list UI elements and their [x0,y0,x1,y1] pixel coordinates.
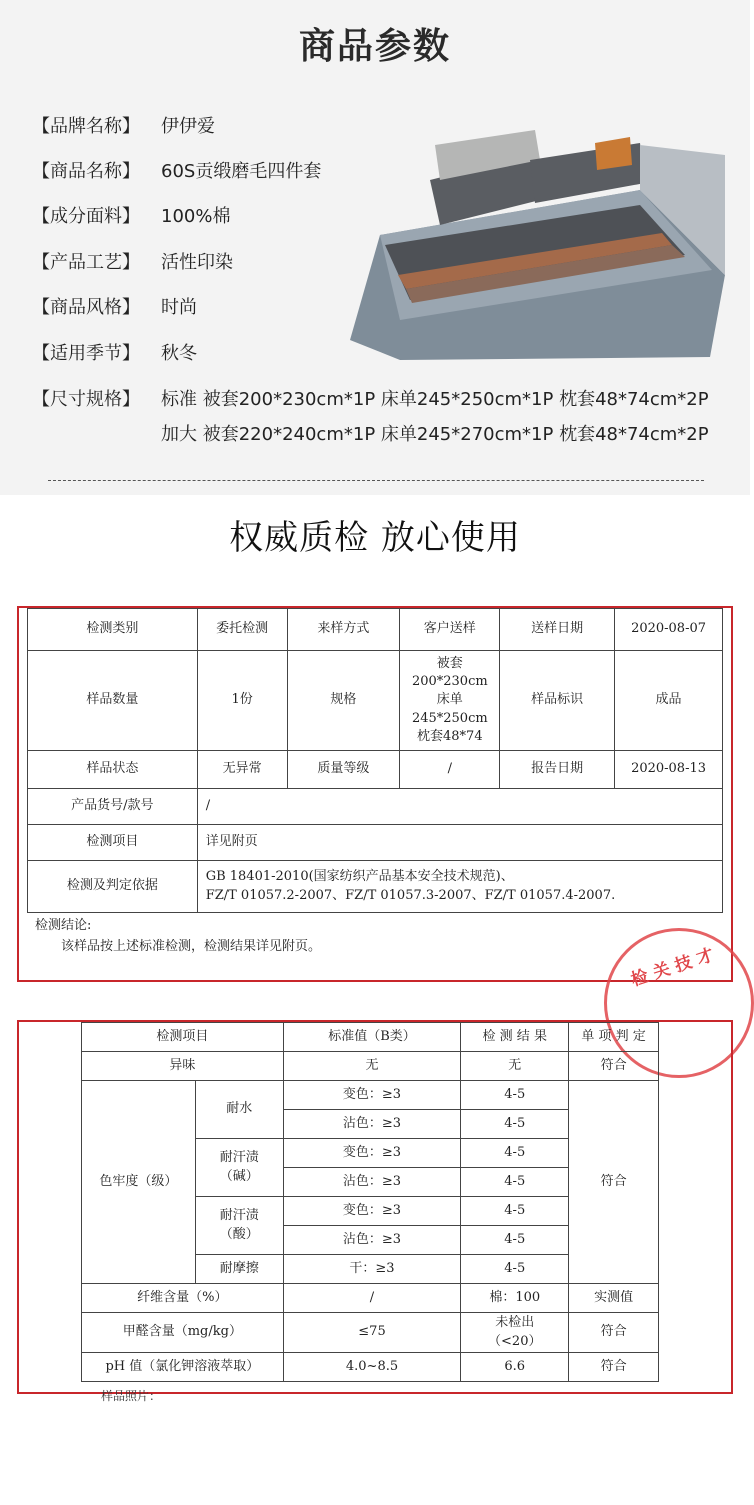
test-results-frame [17,1020,733,1403]
table-row: 沾色：≥3 4-5 [82,1226,659,1255]
param-row-craft: 【产品工艺】 活性印染 [32,252,233,273]
page-title: 商品参数 [298,26,451,67]
table-row: 异味 无 无 符合 [82,1052,659,1081]
table-row: 检测类别 委托检测 来样方式 客户送样 送样日期 2020-08-07 [28,609,723,651]
test-results-table [81,1022,659,1382]
seal-text: 检 关 技 才 [628,945,717,991]
table-row: 耐摩擦 干：≥3 4-5 [82,1255,659,1284]
param-row-product-name: 【商品名称】 60S贡缎磨毛四件套 [32,161,322,182]
param-row-size: 【尺寸规格】 标准 被套200*230cm*1P 床单245*250cm*1P 枕套48*74cm*2P [32,389,709,410]
table-row: 甲醛含量（mg/kg） ≤75 未检出 （<20） 符合 [82,1313,659,1353]
param-row-fabric: 【成分面料】 100%棉 [32,206,231,227]
param-row-brand: 【品牌名称】 伊伊爱 [32,116,215,137]
table-row: 色牢度（级） 耐水 变色：≥3 4-5 符合 [82,1081,659,1110]
table-row: 检测项目 详见附页 [28,825,723,861]
table-row: 沾色：≥3 4-5 [82,1168,659,1197]
product-params-section [0,0,750,495]
table-row: 检测及判定依据 GB 18401-2010(国家纺织产品基本安全技术规范)、 FZ/T 01057.2-2007、FZ/T 01057.3-2007、FZ/T 01057.4-2007. [28,861,723,913]
table-row: 耐汗渍 （碱） 变色：≥3 4-5 [82,1139,659,1168]
divider [48,480,704,481]
table-row: 样品状态 无异常 质量等级 / 报告日期 2020-08-13 [28,751,723,789]
bedding-product-image [340,125,730,360]
quality-title: 权威质检 放心使用 [229,518,521,558]
table-row: 沾色：≥3 4-5 [82,1110,659,1139]
test-report-frame [17,606,733,991]
table-row: 产品货号/款号 / [28,789,723,825]
table-row: pH 值（氯化钾溶液萃取） 4.0~8.5 6.6 符合 [82,1353,659,1382]
test-conclusion: 检测结论: 该样品按上述标准检测，检测结果详见附页。 [35,918,322,954]
sample-photo-label: 样品照片： [101,1389,162,1403]
table-header-row: 检测项目 标准值（B类） 检 测 结 果 单 项 判 定 [82,1023,659,1052]
table-row: 耐汗渍 （酸） 变色：≥3 4-5 [82,1197,659,1226]
param-row-size-large: 加大 被套220*240cm*1P 床单245*270cm*1P 枕套48*74cm*2P [161,424,709,445]
param-row-season: 【适用季节】 秋冬 [32,343,197,364]
table-row: 纤维含量（%） / 棉：100 实测值 [82,1284,659,1313]
table-row: 样品数量 1份 规格 被套 200*230cm 床单 245*250cm 枕套48*74 样品标识 成品 [28,651,723,751]
param-row-style: 【商品风格】 时尚 [32,297,197,318]
spec-value-cell: 被套 200*230cm 床单 245*250cm 枕套48*74 [400,651,500,751]
test-report-table [27,608,723,913]
